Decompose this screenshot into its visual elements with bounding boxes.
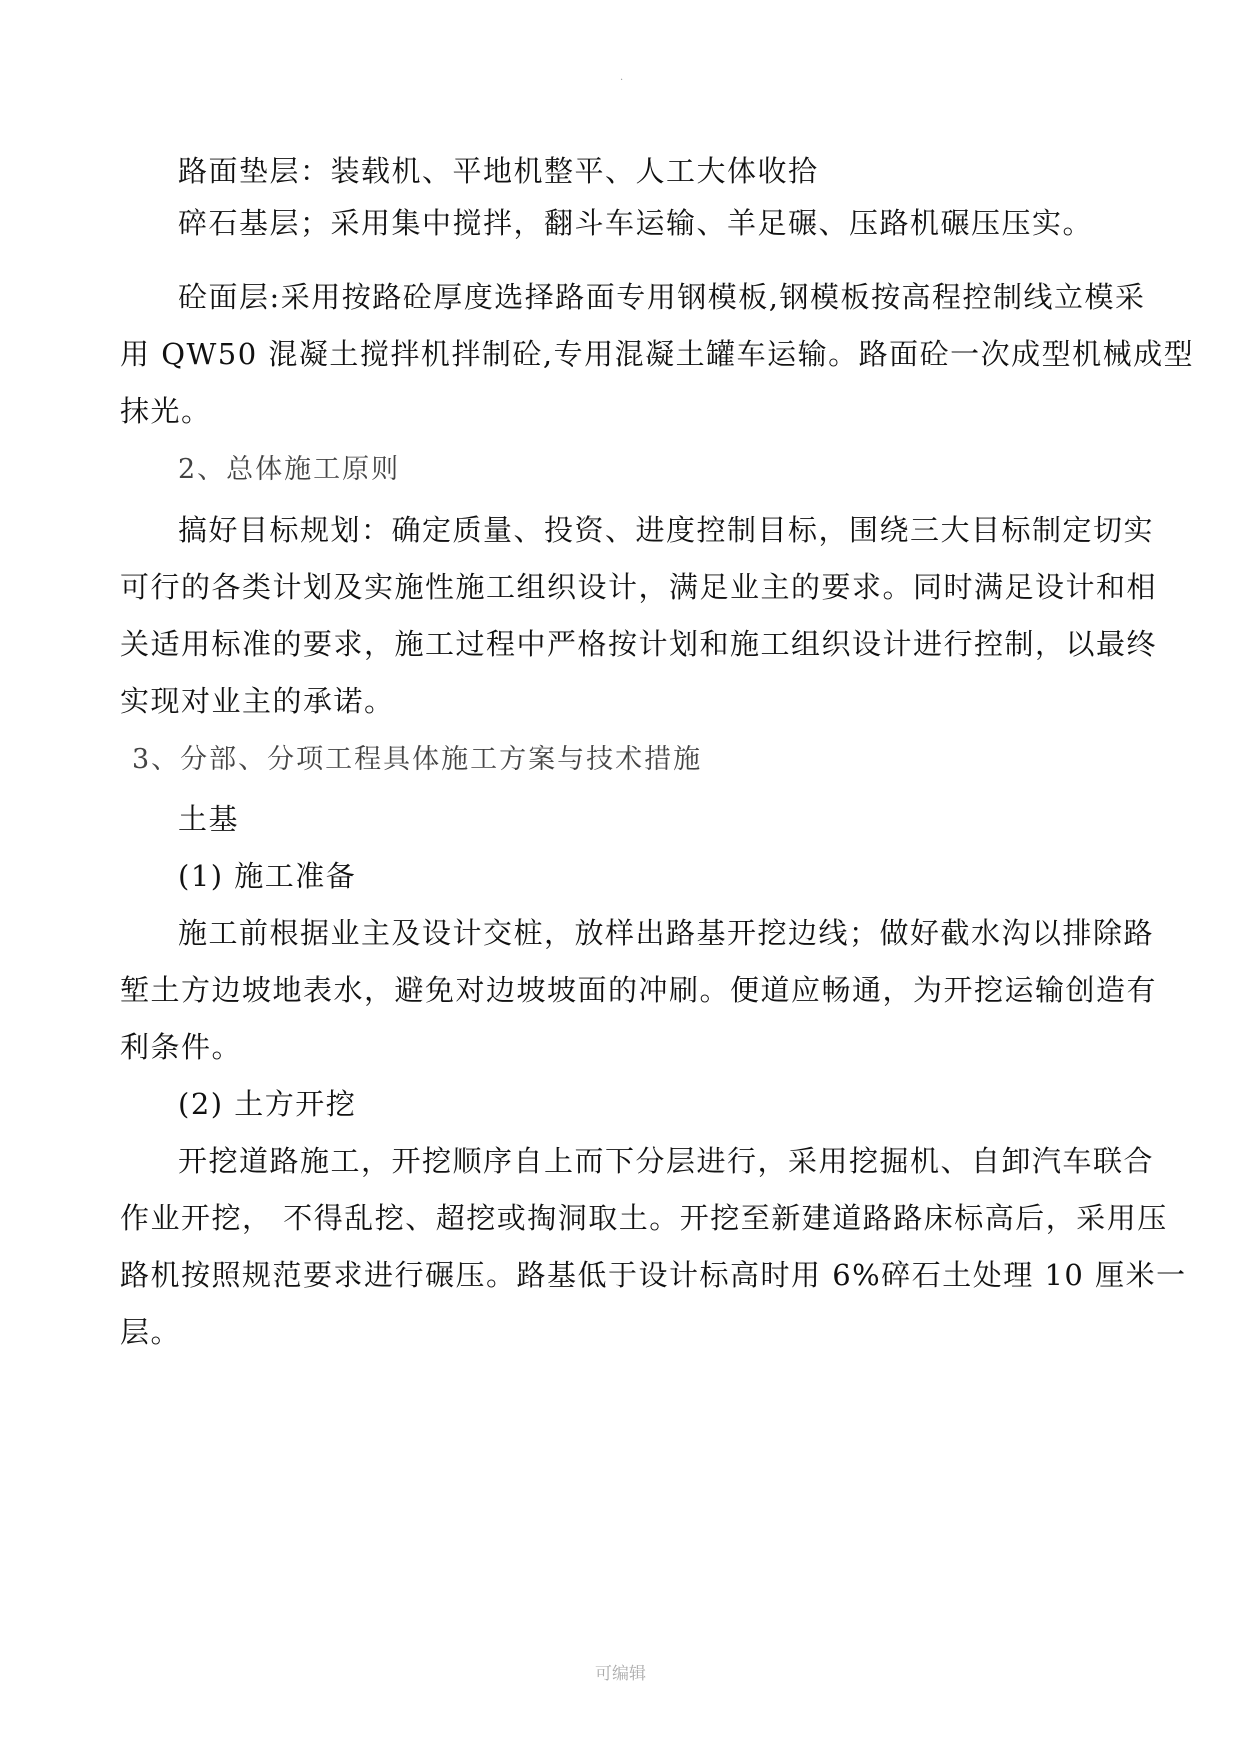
paragraph-line: 层。 xyxy=(120,1315,182,1349)
paragraph-line: 碎石基层；采用集中搅拌，翻斗车运输、羊足碾、压路机碾压压实。 xyxy=(178,206,1094,240)
paragraph-line: 利条件。 xyxy=(120,1030,243,1064)
paragraph-line: 搞好目标规划：确定质量、投资、进度控制目标，围绕三大目标制定切实 xyxy=(178,513,1155,547)
paragraph-line: 可行的各类计划及实施性施工组织设计，满足业主的要求。同时满足设计和相 xyxy=(120,570,1158,604)
paragraph-line: 路面垫层：装载机、平地机整平、人工大体收拾 xyxy=(178,154,819,188)
paragraph-line: 开挖道路施工，开挖顺序自上而下分层进行，采用挖掘机、自卸汽车联合 xyxy=(178,1144,1155,1178)
page-footer: 可编辑 xyxy=(595,1664,646,1684)
paragraph-line: 用 QW50 混凝土搅拌机拌制砼,专用混凝土罐车运输。路面砼一次成型机械成型 xyxy=(120,337,1195,371)
subheading: (1) 施工准备 xyxy=(178,859,357,893)
section-heading: 2、总体施工原则 xyxy=(178,454,401,485)
section-heading: 3、分部、分项工程具体施工方案与技术措施 xyxy=(132,744,703,775)
header-mark: . xyxy=(620,72,624,83)
subheading: 土基 xyxy=(178,802,240,836)
paragraph-line: 路机按照规范要求进行碾压。路基低于设计标高时用 6%碎石土处理 10 厘米一 xyxy=(120,1258,1187,1292)
paragraph-line: 实现对业主的承诺。 xyxy=(120,684,395,718)
subheading: (2) 土方开挖 xyxy=(178,1087,357,1121)
paragraph-line: 施工前根据业主及设计交桩，放样出路基开挖边线；做好截水沟以排除路 xyxy=(178,916,1155,950)
paragraph-line: 堑土方边坡地表水，避免对边坡坡面的冲刷。便道应畅通，为开挖运输创造有 xyxy=(120,973,1158,1007)
paragraph-line: 砼面层:采用按路砼厚度选择路面专用钢模板,钢模板按高程控制线立模采 xyxy=(178,280,1146,314)
paragraph-line: 抹光。 xyxy=(120,394,212,428)
paragraph-line: 作业开挖， 不得乱挖、超挖或掏洞取土。开挖至新建道路路床标高后，采用压 xyxy=(120,1201,1168,1235)
paragraph-line: 关适用标准的要求，施工过程中严格按计划和施工组织设计进行控制，以最终 xyxy=(120,627,1158,661)
